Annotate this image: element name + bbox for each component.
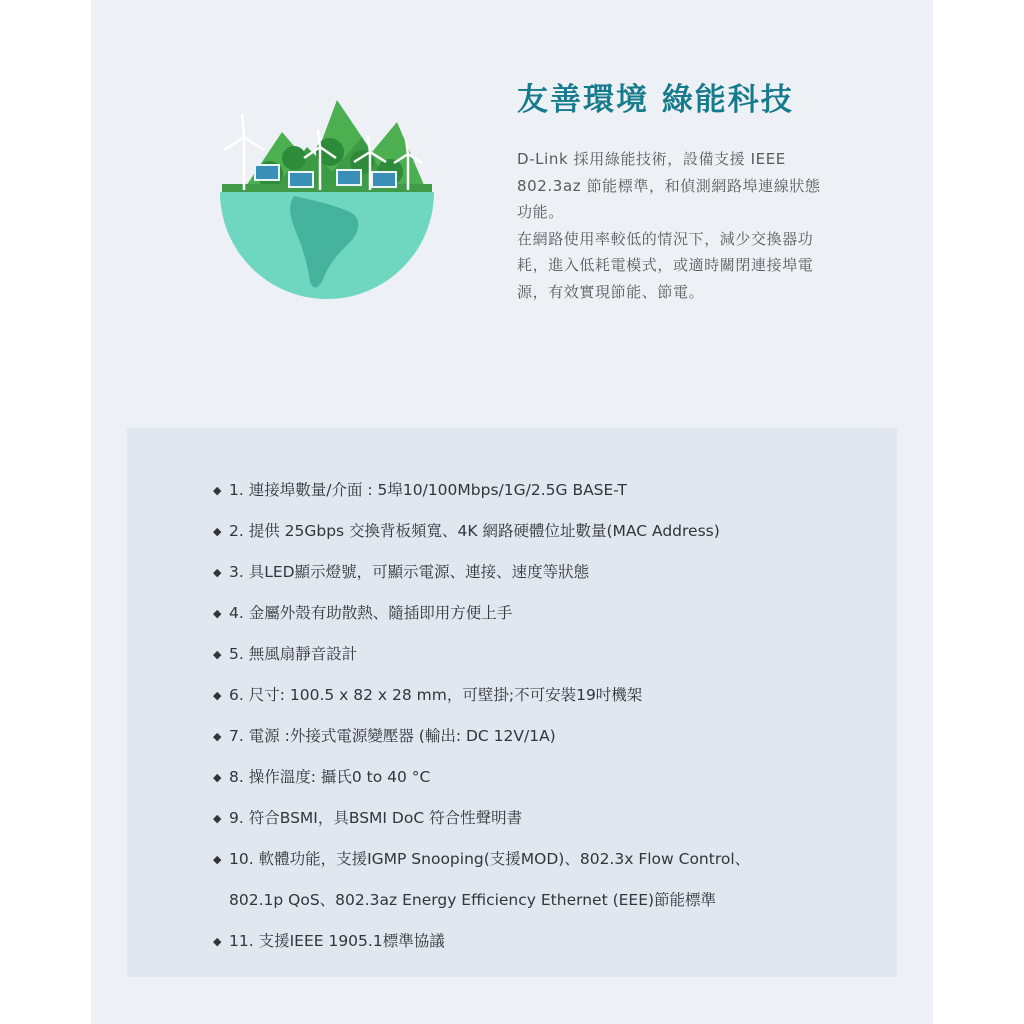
spec-box xyxy=(127,428,897,977)
spec-item: ◆ 8. 操作溫度: 攝氏0 to 40 °C xyxy=(213,757,883,798)
bullet-icon: ◆ xyxy=(213,689,222,702)
bullet-icon: ◆ xyxy=(213,853,222,866)
bullet-icon: ◆ xyxy=(213,648,222,661)
bullet-icon: ◆ xyxy=(213,935,222,948)
bullet-icon: ◆ xyxy=(213,566,222,579)
intro-text xyxy=(517,146,827,305)
spec-item: ◆ 6. 尺寸: 100.5 x 82 x 28 mm，可壁掛;不可安裝19吋機架 xyxy=(213,675,883,716)
spec-list xyxy=(213,470,883,962)
spec-item-continuation: 802.1p QoS、802.3az Energy Efficiency Ethernet (EEE)節能標準 xyxy=(229,891,717,909)
bullet-icon: ◆ xyxy=(213,607,222,620)
bullet-icon: ◆ xyxy=(213,484,222,497)
spec-item: ◆ 2. 提供 25Gbps 交換背板頻寬、4K 網路硬體位址數量(MAC Address) xyxy=(213,511,883,552)
intro-paragraph-1: D-Link 採用綠能技術，設備支援 IEEE 802.3az 節能標準，和偵測網路埠連線狀態功能。 xyxy=(517,150,821,221)
spec-item: ◆ 10. 軟體功能，支援IGMP Snooping(支援MOD)、802.3x Flow Control、 802.1p QoS、802.3az Energy Efficiency Ethernet (EEE)節能標準 xyxy=(213,839,883,921)
spec-item: ◆ 7. 電源 :外接式電源變壓器 (輸出: DC 12V/1A) xyxy=(213,716,883,757)
spec-item: ◆ 9. 符合BSMI，具BSMI DoC 符合性聲明書 xyxy=(213,798,883,839)
page-title: 友善環境 綠能科技 xyxy=(517,82,794,118)
spec-item: ◆ 4. 金屬外殼有助散熱、隨插即用方便上手 xyxy=(213,593,883,634)
bullet-icon: ◆ xyxy=(213,771,222,784)
intro-paragraph-2: 在網路使用率較低的情況下，減少交換器功耗，進入低耗電模式，或適時關閉連接埠電源，有效實現節能、節電。 xyxy=(517,229,814,301)
spec-item: ◆ 1. 連接埠數量/介面 : 5埠10/100Mbps/1G/2.5G BASE-T xyxy=(213,470,883,511)
spec-item: ◆ 3. 具LED顯示燈號，可顯示電源、連接、速度等狀態 xyxy=(213,552,883,593)
green-earth-icon xyxy=(212,92,442,304)
bullet-icon: ◆ xyxy=(213,525,222,538)
bullet-icon: ◆ xyxy=(213,812,222,825)
spec-item: ◆ 5. 無風扇靜音設計 xyxy=(213,634,883,675)
bullet-icon: ◆ xyxy=(213,730,222,743)
spec-item: ◆ 11. 支援IEEE 1905.1標準協議 xyxy=(213,921,883,962)
